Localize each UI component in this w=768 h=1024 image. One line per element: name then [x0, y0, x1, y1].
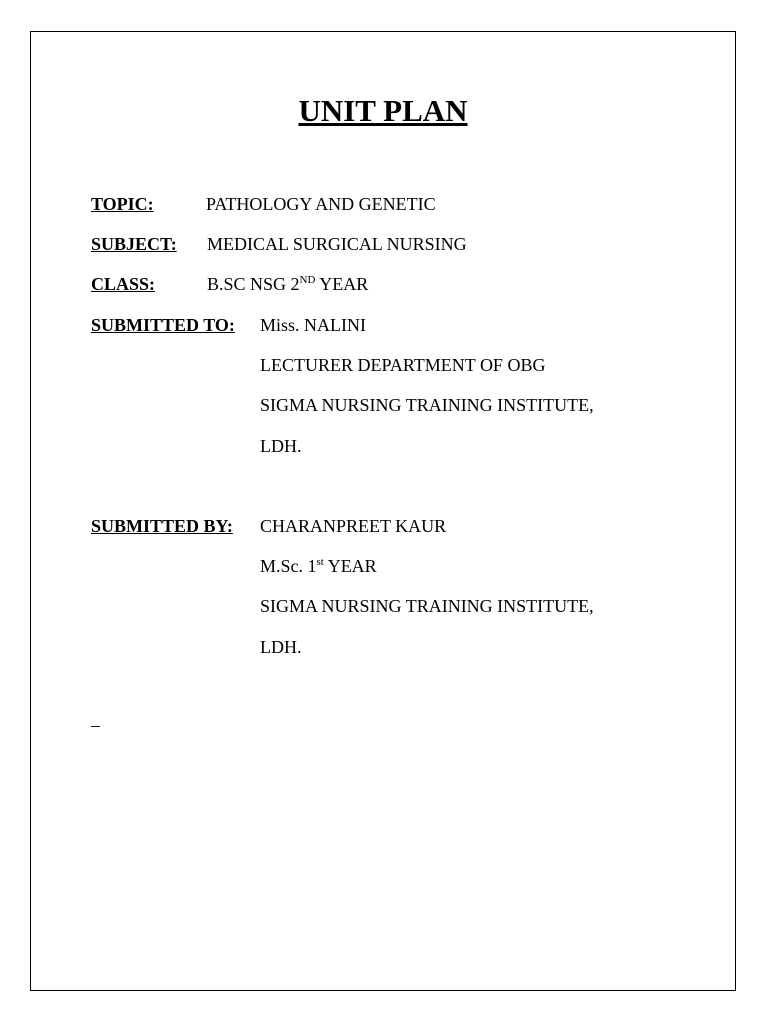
- class-value-main: B.SC NSG 2: [207, 274, 300, 294]
- trailing-dash: –: [91, 715, 100, 735]
- class-value: [207, 275, 368, 293]
- submitted-to-label: SUBMITTED TO:: [91, 315, 235, 335]
- submitted-by-line-2-suffix: YEAR: [323, 556, 377, 576]
- submitted-to-line-4: LDH.: [260, 436, 302, 456]
- subject-row: [91, 234, 467, 254]
- submitted-by-line-2: [260, 557, 377, 575]
- class-row: [91, 274, 369, 294]
- document-page: [30, 31, 736, 991]
- topic-value: PATHOLOGY AND GENETIC: [206, 194, 436, 214]
- submitted-by-name: CHARANPREET KAUR: [260, 516, 447, 536]
- submitted-by-line-3: SIGMA NURSING TRAINING INSTITUTE,: [260, 596, 594, 616]
- submitted-to-line-2: LECTURER DEPARTMENT OF OBG: [260, 355, 546, 375]
- topic-label: TOPIC:: [91, 194, 154, 214]
- submitted-by-label: SUBMITTED BY:: [91, 516, 233, 536]
- submitted-by-line-2-ordinal: st: [316, 556, 324, 568]
- subject-value: MEDICAL SURGICAL NURSING: [207, 234, 467, 254]
- topic-row: [91, 194, 436, 214]
- submitted-by-line-2-main: M.Sc. 1: [260, 556, 317, 576]
- submitted-by-row: [91, 516, 447, 536]
- class-value-ordinal: ND: [299, 274, 316, 286]
- subject-label: SUBJECT:: [91, 234, 177, 254]
- submitted-to-name: Miss. NALINI: [260, 315, 366, 335]
- class-value-suffix: YEAR: [315, 274, 369, 294]
- submitted-to-row: [91, 315, 366, 335]
- page-title: UNIT PLAN: [298, 93, 468, 128]
- submitted-by-line-4: LDH.: [260, 637, 302, 657]
- submitted-to-line-3: SIGMA NURSING TRAINING INSTITUTE,: [260, 395, 594, 415]
- class-label: CLASS:: [91, 274, 156, 294]
